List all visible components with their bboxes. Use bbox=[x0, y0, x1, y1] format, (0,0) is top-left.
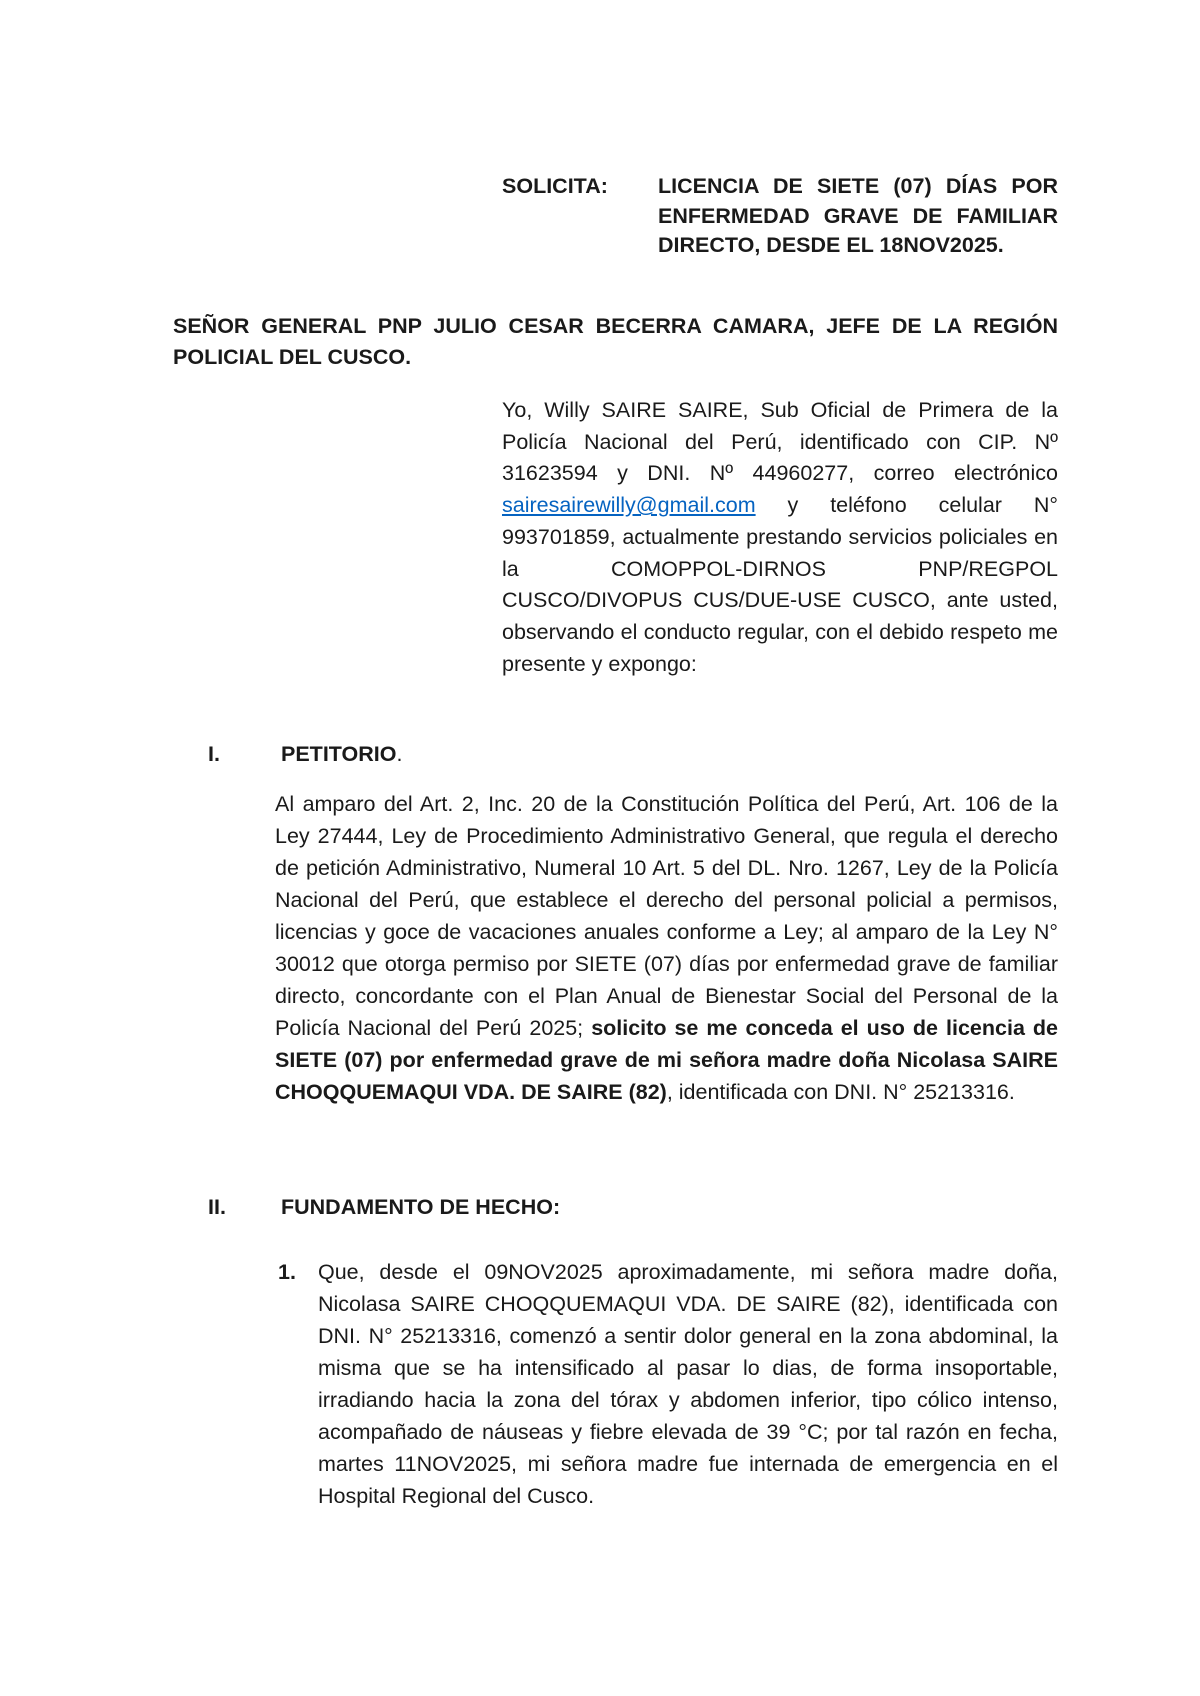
list-item-number: 1. bbox=[278, 1260, 296, 1284]
section-title: FUNDAMENTO DE HECHO: bbox=[281, 1195, 561, 1219]
list-item-text: Que, desde el 09NOV2025 aproximadamente, mi señora madre doña, Nicolasa SAIRE CHOQQUEMAQUI VDA. DE SAIRE (82), identificada con DNI. N° 25213316, comenzó a sentir dolor general en la zona abdominal, la misma que se ha intensificado al pasar lo dias, de forma insoportable, irradiando hacia la zona del tórax y abdomen inferior, tipo cólico intenso, acompañado de náuseas y fiebre elevada de 39 °C; por tal razón en fecha, martes 11NOV2025, mi señora madre fue internada de emergencia en el Hospital Regional del Cusco. bbox=[318, 1260, 1058, 1508]
section-number: I. bbox=[208, 742, 220, 766]
solicita-label: SOLICITA: bbox=[502, 174, 608, 198]
section-title bbox=[281, 742, 402, 767]
addressee: SEÑOR GENERAL PNP JULIO CESAR BECERRA CAMARA, JEFE DE LA REGIÓN POLICIAL DEL CUSCO. bbox=[173, 314, 1058, 369]
intro-text-1: Yo, Willy SAIRE SAIRE, Sub Oficial de Primera de la Policía Nacional del Perú, identificado con CIP. Nº 31623594 y DNI. Nº 44960277, correo electrónico bbox=[502, 398, 1058, 486]
petitorio-paragraph bbox=[275, 788, 1058, 1108]
petitorio-text-1: Al amparo del Art. 2, Inc. 20 de la Constitución Política del Perú, Art. 106 de la Ley 27444, Ley de Procedimiento Administrativo General, que regula el derecho de petición Administrativo, Numeral 10 Art. 5 del DL. Nro. 1267, Ley de la Policía Nacional del Perú, que establece el derecho del personal policial a permisos, licencias y goce de vacaciones anuales conforme a Ley; al amparo de la Ley N° 30012 que otorga permiso por SIETE (07) días por enfermedad grave de familiar directo, concordante con el Plan Anual de Bienestar Social del Personal de la Policía Nacional del Perú 2025; bbox=[275, 792, 1058, 1040]
email-link[interactable]: sairesairewilly@gmail.com bbox=[502, 493, 756, 518]
section-title-text: PETITORIO bbox=[281, 742, 397, 766]
section-number: II. bbox=[208, 1195, 226, 1219]
petitorio-text-2: , identificada con DNI. N° 25213316. bbox=[666, 1080, 1015, 1104]
solicita-text: LICENCIA DE SIETE (07) DÍAS POR ENFERMEDAD GRAVE DE FAMILIAR DIRECTO, DESDE EL 18NOV2025. bbox=[658, 174, 1058, 257]
intro-paragraph bbox=[502, 395, 1058, 680]
intro-text-2: y teléfono celular N° 993701859, actualmente prestando servicios policiales en la COMOPPOL-DIRNOS PNP/REGPOL CUSCO/DIVOPUS CUS/DUE-USE CUSCO, ante usted, observando el conducto regular, con el debido respeto me presente y expongo: bbox=[502, 493, 1058, 676]
section-title-suffix: . bbox=[396, 742, 403, 766]
petitorio-bold-request: solicito se me conceda el uso de licencia de SIETE (07) por enfermedad grave de mi señora madre doña Nicolasa SAIRE CHOQQUEMAQUI VDA. DE SAIRE (82) bbox=[275, 1016, 1059, 1104]
